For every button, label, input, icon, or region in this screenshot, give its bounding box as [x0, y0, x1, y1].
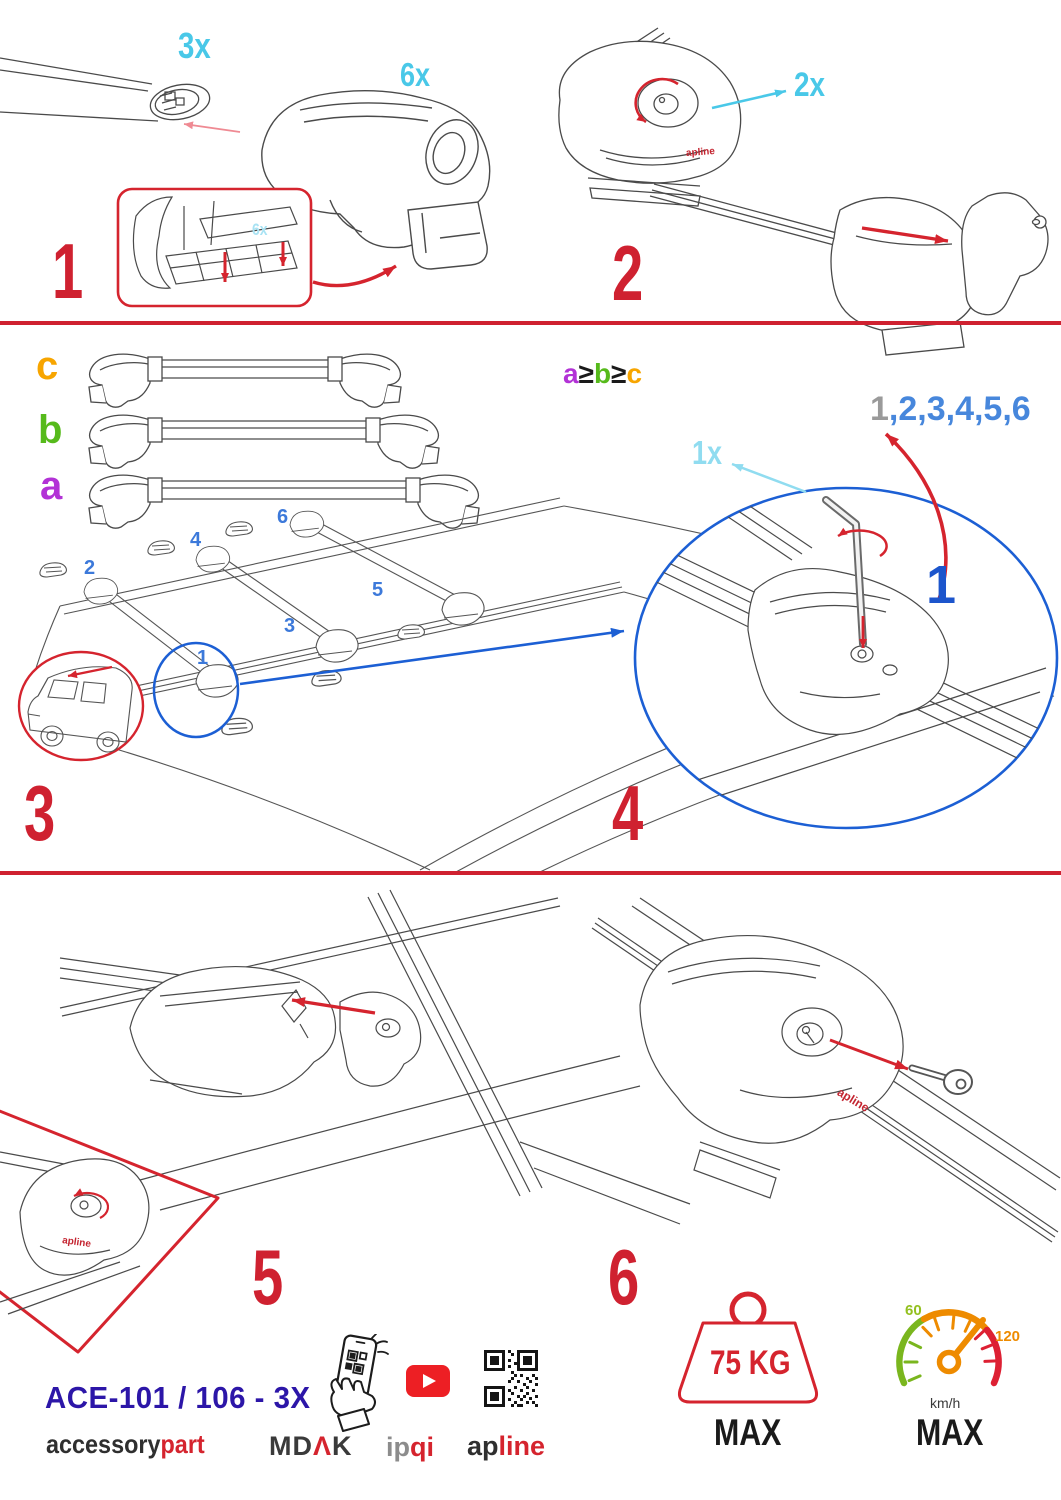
- lock-qty-label: 2x: [794, 66, 826, 104]
- phone-qr-scan-icon: [320, 1334, 392, 1432]
- bar-qty-label: 3x: [178, 25, 211, 66]
- speed-low-label: 60: [905, 1302, 922, 1319]
- roof-pos-3: 3: [284, 615, 296, 637]
- step2-lower-assembly-drawing: [650, 184, 1048, 355]
- mdak-logo: [269, 1433, 353, 1460]
- mdak-md: MD: [269, 1431, 313, 1461]
- section-divider-1: [0, 321, 1061, 325]
- rule-b: b: [593, 358, 612, 389]
- roof-pos-4: 4: [190, 529, 202, 551]
- roof-pos-6: 6: [277, 506, 289, 528]
- bar-label-a: a: [40, 464, 63, 508]
- crossbar-c-drawing: [89, 354, 401, 407]
- key-qty-label: 1x: [692, 434, 723, 471]
- weight-value: 75 KG: [710, 1344, 791, 1382]
- detail-pointer-arrow: [240, 631, 624, 684]
- sequence-rest: ,2,3,4,5,6: [888, 390, 1031, 428]
- step4-foot-index: 1: [926, 555, 957, 615]
- step3-number: 3: [24, 769, 54, 857]
- rule-ge2: ≥: [611, 358, 627, 389]
- step6-drawing: [520, 898, 1060, 1242]
- mdak-k: K: [332, 1431, 353, 1461]
- step6-number: 6: [608, 1233, 638, 1321]
- weight-max-label: MAX: [714, 1412, 782, 1453]
- rule-c: c: [626, 358, 643, 389]
- bar-label-c: c: [36, 344, 59, 388]
- ipqi-gray: ip: [386, 1432, 410, 1462]
- accessorypart-logo: [46, 1431, 205, 1457]
- step5-drawing: [60, 890, 640, 1210]
- step5-number: 5: [252, 1233, 282, 1321]
- step1-inset-pointer-arrow: [313, 266, 396, 286]
- roof-pos-5: 5: [372, 579, 384, 601]
- speed-max-label: MAX: [916, 1412, 984, 1453]
- apline-black: ap: [467, 1431, 499, 1461]
- step1-insert-arrow: [184, 124, 240, 132]
- roof-pos-1: 1: [197, 647, 209, 669]
- step1-number: 1: [52, 227, 82, 315]
- step1-bar-tube-drawing: [0, 58, 213, 124]
- product-code: ACE-101 / 106 - 3X: [45, 1380, 311, 1415]
- bar-label-b: b: [38, 408, 63, 452]
- apline-red: line: [498, 1431, 546, 1461]
- step2-number: 2: [612, 229, 642, 317]
- ipqi-logo: [386, 1434, 434, 1461]
- sequence-first: 1: [870, 390, 889, 428]
- rule-ge1: ≥: [578, 358, 594, 389]
- speed-high-label: 120: [995, 1328, 1021, 1345]
- foot-brand-step2: apline: [685, 146, 716, 159]
- rule-a: a: [563, 358, 579, 389]
- foot-brand-step6: apline: [834, 1085, 872, 1115]
- foot-qty-label: 6x: [400, 56, 431, 93]
- key-icon: [912, 1068, 972, 1094]
- step5-inset-foot-drawing: [0, 1152, 149, 1314]
- step4-key-qty-arrow: [732, 464, 806, 492]
- accessorypart-black: accessory: [46, 1429, 161, 1459]
- speed-unit-label: km/h: [930, 1395, 961, 1411]
- crossbar-b-drawing: [89, 415, 439, 468]
- accessorypart-red: part: [160, 1429, 205, 1459]
- ipqi-red: qi: [410, 1432, 434, 1462]
- tighten-sequence: [870, 392, 1031, 426]
- qr-code-icon: [484, 1350, 538, 1408]
- foot-brand-step5: apline: [61, 1235, 92, 1250]
- size-rule: [563, 360, 642, 388]
- step4-number: 4: [612, 769, 642, 857]
- apline-logo: [467, 1433, 545, 1460]
- section-divider-2: [0, 871, 1061, 875]
- step2-upper-foot-drawing: [559, 28, 741, 206]
- mdak-lambda: Λ: [313, 1431, 333, 1461]
- roof-pos-2: 2: [84, 557, 96, 579]
- youtube-icon: [406, 1365, 450, 1399]
- pad-qty-label: 6x: [252, 220, 268, 239]
